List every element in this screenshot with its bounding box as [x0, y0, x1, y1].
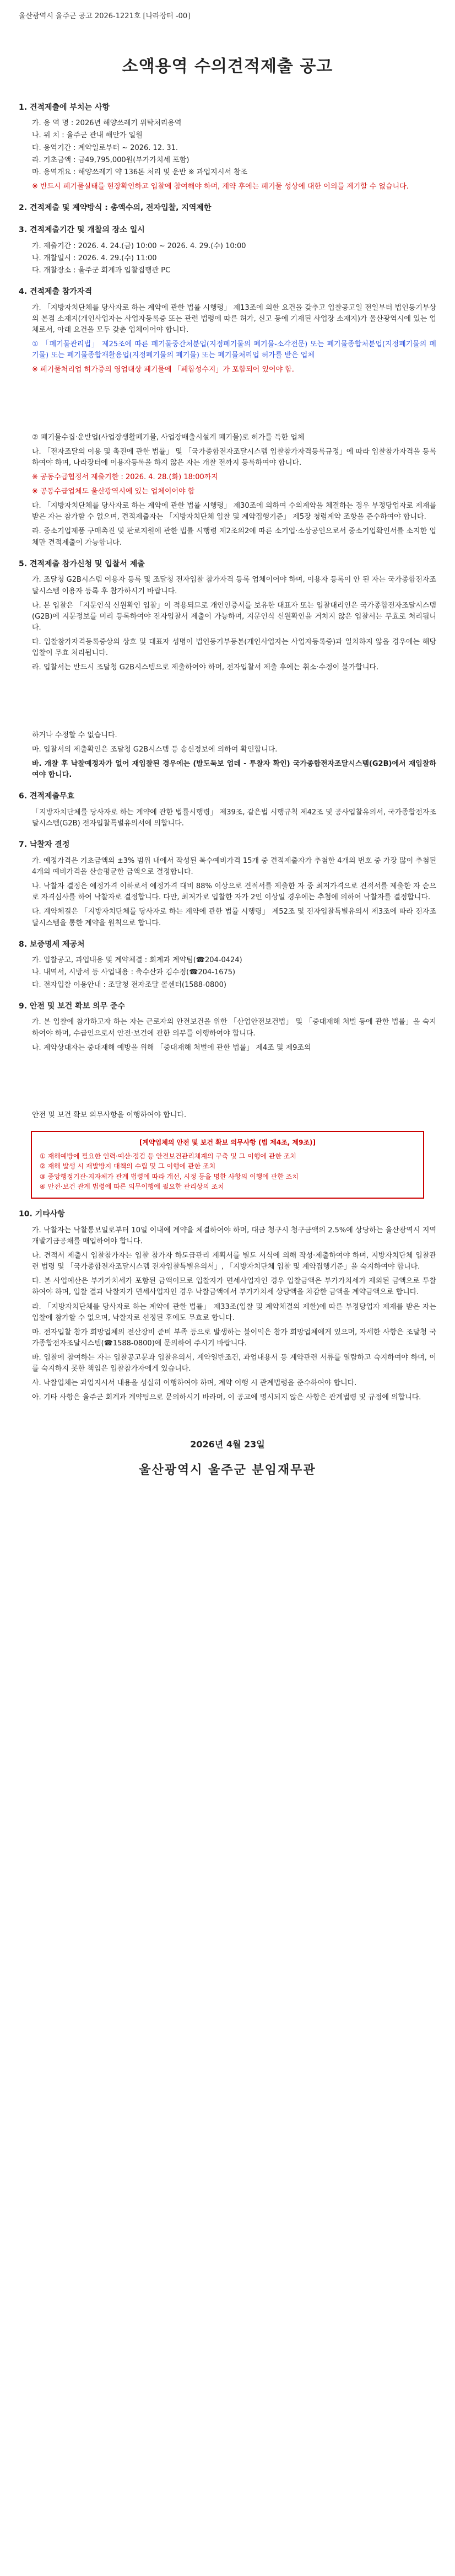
section-3	[19, 224, 436, 276]
s10-para: 사. 낙찰업체는 과업지시서 내용을 성실히 이행하여야 하며, 계약 이행 시 관계법령을 준수하여야 합니다.	[32, 1379, 357, 1388]
safety-box-item: ③ 중앙행정기관·지자체가 관계 법령에 따라 개선, 시정 등을 명한 사항의 이행에 관한 조치	[39, 1172, 299, 1180]
section-6	[19, 791, 436, 829]
s4-para: 가. 「지방자치단체를 당사자로 하는 계약에 관한 법률 시행령」 제13조에 의한 요건을 갖추고 입찰공고일 전일부터 법인등기부상의 본점 소재지(개인사업자는 사업자등록증 또는 관련 법령에 따른 허가, 신고 등에 기재된 사업장 소재지)가 울산광역시에 있는 업체로서, 아래 요건을 모두 갖춘 업체이어야 합니다.	[32, 303, 436, 334]
section-4	[19, 286, 436, 549]
s8-item: 가. 입찰공고, 과업내용 및 계약체결 : 회계과 계약팀(☎204-0424)	[32, 956, 242, 965]
s10-para: 아. 기타 사항은 울주군 회계과 계약팀으로 문의하시기 바라며, 이 공고에 명시되지 않은 사항은 관계법령 및 규정에 의합니다.	[32, 1393, 421, 1402]
s1-item: 가. 용 역 명 : 2026년 해양쓰레기 위탁처리용역	[32, 119, 182, 128]
s7-para: 나. 낙찰자 결정은 예정가격 이하로서 예정가격 대비 88% 이상으로 견적서를 제출한 자 중 최저가격으로 견적서를 제출한 자 순으로 자격심사를 하여 낙찰자로 결정합니다. 다만, 최저가로 입찰한 자가 2인 이상일 경우에는 추첨에 의하여 낙찰자를 결정합니다.	[32, 882, 436, 902]
s9-para: 가. 본 입찰에 참가하고자 하는 자는 근로자의 안전보건을 위한 「산업안전보건법」 및 「중대재해 처벌 등에 관한 법률」을 숙지하여야 하며, 수급인으로서 안전·보건에 관한 의무를 이행하여야 합니다.	[32, 1018, 436, 1038]
s5-para: 하거나 수정할 수 없습니다.	[32, 731, 117, 739]
s10-para: 바. 입찰에 참여하는 자는 입찰공고문과 입찰유의서, 계약일반조건, 과업내용서 등 계약관련 서류를 열람하고 숙지하여야 하며, 이를 숙지하지 못한 책임은 입찰참가자에게 있습니다.	[32, 1354, 436, 1373]
s10-para: 마. 전자입찰 참가 희망업체의 전산장비 준비 부족 등으로 발생하는 불이익은 참가 희망업체에게 있으며, 자세한 사항은 조달청 국가종합전자조달시스템(☎1588-0800)에 문의하여 주시기 바랍니다.	[32, 1328, 436, 1348]
s1-item: 마. 용역개요 : 해양쓰레기 약 136톤 처리 및 운반 ※ 과업지시서 참조	[32, 168, 248, 176]
section-10	[19, 1209, 436, 1404]
doc-number: 울산광역시 울주군 공고 2026-1221호 [나라장터 -00]	[19, 12, 191, 20]
section-5-title: 5. 견적제출 참가신청 및 입찰서 제출	[19, 559, 145, 568]
s10-para: 가. 낙찰자는 낙찰통보일로부터 10일 이내에 계약을 체결하여야 하며, 대금 청구시 청구금액의 2.5%에 상당하는 울산광역시 지역개발기금공채를 매입하여야 합니다.	[32, 1226, 436, 1246]
s1-note: ※ 반드시 폐기물실태를 현장확인하고 입찰에 참여해야 하며, 계약 후에는 폐기물 성상에 대한 이의를 제기할 수 없습니다.	[32, 183, 409, 191]
s6-para: 「지방자치단체를 당사자로 하는 계약에 관한 법률시행령」 제39조, 같은법 시행규칙 제42조 및 공사입찰유의서, 국가종합전자조달시스템(G2B) 전자입찰특별유의서에 의합니다.	[32, 808, 436, 828]
safety-box-item: ① 재해예방에 필요한 인력·예산·점검 등 안전보건관리체계의 구축 및 그 이행에 관한 조치	[39, 1152, 296, 1160]
section-8-title: 8. 보증명세 제공처	[19, 940, 85, 949]
s4-para: 나. 「전자조달의 이용 및 촉진에 관한 법률」 및 「국가종합전자조달시스템 입찰참가자격등록규정」에 따라 입찰참가자격을 등록하여야 하며, 나라장터에 이용자등록을 하지 않은 자는 개찰 전까지 등록하여야 합니다.	[32, 447, 436, 467]
notice-date: 2026년 4월 23일	[190, 1439, 265, 1450]
section-4-title: 4. 견적제출 참가자격	[19, 287, 92, 296]
s5-para: 나. 본 입찰은 「지문인식 신원확인 입찰」이 적용되므로 개인인증서를 보유한 대표자 또는 입찰대리인은 국가종합전자조달시스템(G2B)에 지문정보를 미리 등록하여야 전자입찰서 제출이 가능하며, 지문인식 신원확인을 거치지 않은 입찰서는 무효로 처리됩니다.	[32, 601, 436, 632]
section-1-title: 1. 견적제출에 부치는 사항	[19, 103, 110, 112]
s10-para: 라. 「지방자치단체를 당사자로 하는 계약에 관한 법률」 제33조(입찰 및 계약체결의 제한)에 따른 부정당업자 제재를 받은 자는 입찰에 참가할 수 없으며, 낙찰자로 선정된 후에도 무효로 합니다.	[32, 1302, 436, 1322]
s5-para: 마. 입찰서의 제출확인은 조달청 G2B시스템 등 송신정보에 의하여 확인합니다.	[32, 745, 278, 754]
s4-para: ※ 폐기물처리업 허가증의 영업대상 폐기물에 「폐합성수지」가 포함되어 있어야 함.	[32, 366, 294, 374]
s4-para: ② 폐기물수집·운반업(사업장생활폐기물, 사업장배출시설계 폐기물)로 허가를 득한 업체	[32, 433, 305, 442]
section-2	[19, 202, 436, 214]
issuing-org: 울산광역시 울주군 분임재무관	[139, 1463, 316, 1478]
section-8	[19, 939, 436, 991]
section-10-title: 10. 기타사항	[19, 1209, 65, 1219]
s4-para: ※ 공동수급협정서 제출기한 : 2026. 4. 28.(화) 18:00까지	[32, 473, 218, 481]
s10-para: 나. 견적서 제출시 입찰참가자는 입찰 참가자 하도급관리 계획서를 별도 서식에 의해 작성·제출하여야 하며, 지방자치단체 입찰관련 법령 및 「국가종합전자조달시스템 전자입찰특별유의서」, 「지방자치단체 입찰 및 계약집행기준」을 숙지하여야 합니다.	[32, 1251, 436, 1271]
section-1	[19, 102, 436, 193]
s5-para: 다. 입찰참가자격등록증상의 상호 및 대표자 성명이 법인등기부등본(개인사업자는 사업자등록증)과 일치하지 않을 경우에는 해당 입찰이 무효 처리됩니다.	[32, 638, 436, 658]
safety-duty-box	[31, 1131, 424, 1199]
section-3-title: 3. 견적제출기간 및 개찰의 장소 일시	[19, 225, 145, 234]
section-9-title: 9. 안전 및 보건 확보 의무 준수	[19, 1001, 126, 1011]
s1-item: 다. 용역기간 : 계약일로부터 ~ 2026. 12. 31.	[32, 143, 178, 152]
s3-item: 나. 개찰일시 : 2026. 4. 29.(수) 11:00	[32, 254, 157, 262]
s3-item: 다. 개찰장소 : 울주군 회계과 입찰집행관 PC	[32, 266, 171, 275]
s1-item: 라. 기초금액 : 금49,795,000원(부가가치세 포함)	[32, 155, 189, 164]
s4-para: 다. 「지방자치단체를 당사자로 하는 계약에 관한 법률 시행령」 제30조에 의하여 수의계약을 체결하는 경우 부정당업자로 제재를 받은 자는 참가할 수 없으며, 견적제출자는 「지방자치단체 입찰 및 계약집행기준」 제5장 청렴계약 조항을 준수하여야 합니다.	[32, 502, 436, 522]
section-2-title: 2. 견적제출 및 계약방식 : 총액수의, 전자입찰, 지역제한	[19, 203, 212, 213]
s8-item: 나. 내역서, 시방서 등 사업내용 : 축수산과 김수정(☎204-1675)	[32, 968, 236, 977]
s5-para: 라. 입찰서는 반드시 조달청 G2B시스템으로 제출하여야 하며, 전자입찰서 제출 후에는 취소·수정이 불가합니다.	[32, 663, 379, 672]
s7-para: 다. 계약체결은 「지방자치단체를 당사자로 하는 계약에 관한 법률 시행령」 제52조 및 전자입찰특별유의서 제3조에 따라 전자조달시스템을 통한 계약을 원칙으로 합니다.	[32, 908, 436, 927]
s5-para: 가. 조달청 G2B시스템 이용자 등록 및 조달청 전자입찰 참가자격 등록 업체이어야 하며, 이용자 등록이 안 된 자는 국가종합전자조달시스템 이용자 등록 후 참가하시기 바랍니다.	[32, 576, 436, 595]
s4-para: ① 「폐기물관리법」 제25조에 따른 폐기물중간처분업(지정폐기물의 폐기물-소각전문) 또는 폐기물종합처분업(지정폐기물의 폐기물) 또는 폐기물종합재활용업(지정폐기물의 폐기물) 또는 폐기물처리업 허가를 받은 업체	[32, 340, 436, 360]
s3-item: 가. 제출기간 : 2026. 4. 24.(금) 10:00 ~ 2026. 4. 29.(수) 10:00	[32, 242, 246, 250]
page-title: 소액용역 수의견적제출 공고	[122, 57, 333, 77]
safety-box-title: [계약업체의 안전 및 보건 확보 의무사항 (법 제4조, 제9조)]	[139, 1139, 316, 1146]
s5-para: 바. 개찰 후 낙찰예정자가 없어 재입찰된 경우에는 (발도둑보 업데 - 투찰자 확인) 국가종합전자조달시스템(G2B)에서 재입찰하여야 합니다.	[32, 759, 436, 779]
s8-item: 다. 전자입찰 이용안내 : 조달청 전자조달 콜센터(1588-0800)	[32, 980, 226, 989]
s9-para: 안전 및 보건 확보 의무사항을 이행하여야 합니다.	[32, 1110, 187, 1119]
s1-item: 나. 위 치 : 울주군 관내 해안가 일원	[32, 131, 143, 140]
section-9	[19, 1001, 436, 1199]
section-5	[19, 559, 436, 781]
section-6-title: 6. 견적제출무효	[19, 792, 75, 801]
s7-para: 가. 예정가격은 기초금액의 ±3% 범위 내에서 작성된 복수예비가격 15개 중 견적제출자가 추첨한 4개의 번호 중 가장 많이 추첨된 4개의 예비가격을 산술평균한 금액으로 결정합니다.	[32, 856, 436, 876]
s9-para: 나. 계약상대자는 중대재해 예방을 위해 「중대재해 처벌에 관한 법률」 제4조 및 제9조의	[32, 1043, 311, 1052]
section-7-title: 7. 낙찰자 결정	[19, 840, 70, 850]
section-7	[19, 839, 436, 929]
s4-para: ※ 공동수급업체도 울산광역시에 있는 업체이어야 함	[32, 487, 195, 496]
s10-para: 다. 본 사업예산은 부가가치세가 포함된 금액이므로 입찰자가 면세사업자인 경우 입찰금액은 부가가치세가 제외된 금액으로 투찰하여야 하며, 입찰 결과 낙찰자가 면세사업자인 경우 낙찰금액에서 부가가치세 상당액을 차감한 금액을 계약금액으로 합니다.	[32, 1277, 436, 1297]
notice-footer	[19, 1438, 436, 1480]
safety-box-item: ④ 안전·보건 관계 법령에 따른 의무이행에 필요한 관리상의 조치	[39, 1183, 224, 1191]
safety-box-item: ② 재해 발생 시 재발방지 대책의 수립 및 그 이행에 관한 조치	[39, 1162, 216, 1171]
s4-para: 라. 중소기업제품 구매촉진 및 판로지원에 관한 법률 시행령 제2조의2에 따른 소기업·소상공인으로서 중소기업확인서를 소지한 업체만 견적제출이 가능합니다.	[32, 527, 436, 547]
